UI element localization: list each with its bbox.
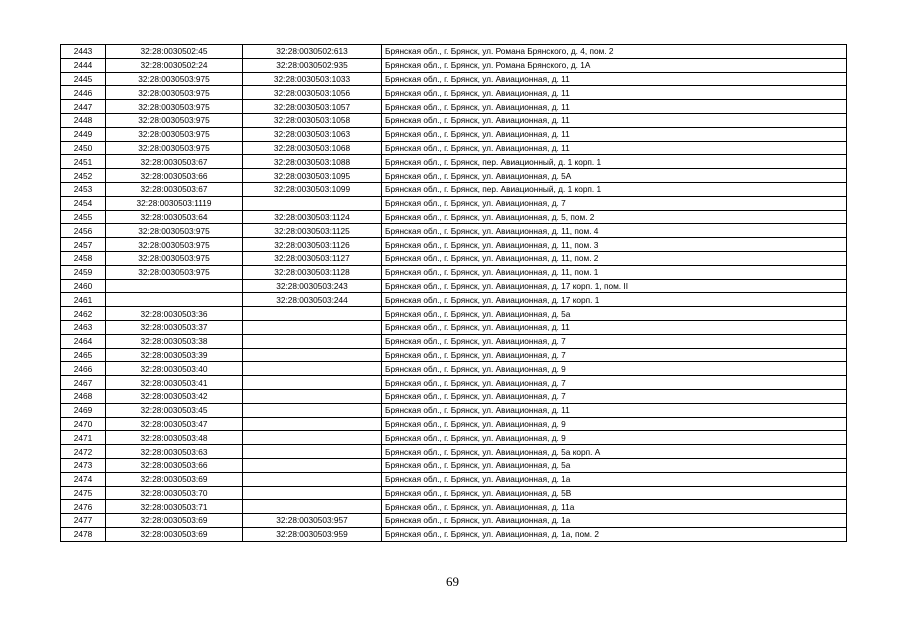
address-cell: Брянская обл., г. Брянск, ул. Авиационная, д. 11, пом. 4 — [382, 224, 847, 238]
address-cell: Брянская обл., г. Брянск, ул. Авиационная, д. 11а — [382, 500, 847, 514]
table-row — [61, 403, 847, 417]
row-number-cell: 2472 — [61, 445, 106, 459]
row-number-cell: 2467 — [61, 376, 106, 390]
table-row — [61, 169, 847, 183]
address-cell: Брянская обл., г. Брянск, ул. Авиационная, д. 9 — [382, 417, 847, 431]
address-cell: Брянская обл., г. Брянск, ул. Авиационная, д. 5а — [382, 458, 847, 472]
address-cell: Брянская обл., г. Брянск, ул. Авиационная, д. 17 корп. 1, пом. II — [382, 279, 847, 293]
address-cell: Брянская обл., г. Брянск, ул. Авиационная, д. 7 — [382, 389, 847, 403]
row-number-cell: 2474 — [61, 472, 106, 486]
row-number-cell: 2445 — [61, 72, 106, 86]
object-cadastral-number-cell — [243, 362, 382, 376]
land-cadastral-number-cell: 32:28:0030503:37 — [106, 320, 243, 334]
row-number-cell: 2449 — [61, 127, 106, 141]
object-cadastral-number-cell — [243, 500, 382, 514]
land-cadastral-number-cell: 32:28:0030503:975 — [106, 72, 243, 86]
table-row — [61, 458, 847, 472]
land-cadastral-number-cell: 32:28:0030503:45 — [106, 403, 243, 417]
address-cell: Брянская обл., г. Брянск, пер. Авиационный, д. 1 корп. 1 — [382, 155, 847, 169]
row-number-cell: 2443 — [61, 45, 106, 59]
land-cadastral-number-cell: 32:28:0030503:42 — [106, 389, 243, 403]
object-cadastral-number-cell — [243, 472, 382, 486]
row-number-cell: 2455 — [61, 210, 106, 224]
land-cadastral-number-cell: 32:28:0030503:1119 — [106, 196, 243, 210]
table-row — [61, 127, 847, 141]
object-cadastral-number-cell: 32:28:0030503:1063 — [243, 127, 382, 141]
row-number-cell: 2477 — [61, 514, 106, 528]
object-cadastral-number-cell — [243, 320, 382, 334]
object-cadastral-number-cell: 32:28:0030503:1057 — [243, 100, 382, 114]
page-number: 69 — [446, 574, 459, 589]
table-row — [61, 389, 847, 403]
row-number-cell: 2451 — [61, 155, 106, 169]
row-number-cell: 2468 — [61, 389, 106, 403]
land-cadastral-number-cell: 32:28:0030502:45 — [106, 45, 243, 59]
land-cadastral-number-cell: 32:28:0030503:975 — [106, 86, 243, 100]
table-row — [61, 514, 847, 528]
address-cell: Брянская обл., г. Брянск, ул. Авиационная, д. 11 — [382, 127, 847, 141]
object-cadastral-number-cell — [243, 348, 382, 362]
table-row — [61, 376, 847, 390]
table-row — [61, 362, 847, 376]
object-cadastral-number-cell: 32:28:0030503:244 — [243, 293, 382, 307]
row-number-cell: 2473 — [61, 458, 106, 472]
table-row — [61, 238, 847, 252]
land-cadastral-number-cell — [106, 279, 243, 293]
row-number-cell: 2465 — [61, 348, 106, 362]
row-number-cell: 2471 — [61, 431, 106, 445]
address-cell: Брянская обл., г. Брянск, ул. Авиационная, д. 11 — [382, 320, 847, 334]
row-number-cell: 2448 — [61, 113, 106, 127]
object-cadastral-number-cell — [243, 458, 382, 472]
row-number-cell: 2466 — [61, 362, 106, 376]
address-cell: Брянская обл., г. Брянск, ул. Авиационная, д. 11 — [382, 72, 847, 86]
object-cadastral-number-cell — [243, 389, 382, 403]
land-cadastral-number-cell: 32:28:0030503:36 — [106, 307, 243, 321]
row-number-cell: 2478 — [61, 527, 106, 541]
row-number-cell: 2454 — [61, 196, 106, 210]
row-number-cell: 2475 — [61, 486, 106, 500]
table-row — [61, 141, 847, 155]
object-cadastral-number-cell: 32:28:0030503:1127 — [243, 251, 382, 265]
row-number-cell: 2457 — [61, 238, 106, 252]
land-cadastral-number-cell: 32:28:0030503:69 — [106, 527, 243, 541]
address-cell: Брянская обл., г. Брянск, ул. Авиационная, д. 9 — [382, 431, 847, 445]
row-number-cell: 2469 — [61, 403, 106, 417]
land-cadastral-number-cell: 32:28:0030503:40 — [106, 362, 243, 376]
table-row — [61, 182, 847, 196]
land-cadastral-number-cell: 32:28:0030503:66 — [106, 458, 243, 472]
address-cell: Брянская обл., г. Брянск, ул. Романа Брянского, д. 1А — [382, 58, 847, 72]
table-row — [61, 500, 847, 514]
object-cadastral-number-cell: 32:28:0030503:957 — [243, 514, 382, 528]
object-cadastral-number-cell: 32:28:0030503:1128 — [243, 265, 382, 279]
land-cadastral-number-cell: 32:28:0030503:975 — [106, 224, 243, 238]
address-cell: Брянская обл., г. Брянск, ул. Авиационная, д. 5а — [382, 307, 847, 321]
land-cadastral-number-cell: 32:28:0030503:47 — [106, 417, 243, 431]
table-row — [61, 58, 847, 72]
address-cell: Брянская обл., г. Брянск, ул. Авиационная, д. 7 — [382, 376, 847, 390]
object-cadastral-number-cell: 32:28:0030503:1126 — [243, 238, 382, 252]
row-number-cell: 2446 — [61, 86, 106, 100]
land-cadastral-number-cell: 32:28:0030503:39 — [106, 348, 243, 362]
row-number-cell: 2459 — [61, 265, 106, 279]
address-cell: Брянская обл., г. Брянск, ул. Авиационная, д. 11, пом. 1 — [382, 265, 847, 279]
address-cell: Брянская обл., г. Брянск, ул. Авиационная, д. 17 корп. 1 — [382, 293, 847, 307]
address-cell: Брянская обл., г. Брянск, ул. Авиационная, д. 7 — [382, 334, 847, 348]
land-cadastral-number-cell: 32:28:0030502:24 — [106, 58, 243, 72]
land-cadastral-number-cell: 32:28:0030503:71 — [106, 500, 243, 514]
row-number-cell: 2460 — [61, 279, 106, 293]
object-cadastral-number-cell: 32:28:0030503:1095 — [243, 169, 382, 183]
address-cell: Брянская обл., г. Брянск, ул. Авиационная, д. 11 — [382, 403, 847, 417]
table-row — [61, 86, 847, 100]
table-row — [61, 251, 847, 265]
address-cell: Брянская обл., г. Брянск, ул. Авиационная, д. 7 — [382, 348, 847, 362]
cadastral-table-body — [61, 45, 847, 542]
address-cell: Брянская обл., г. Брянск, ул. Авиационная, д. 11 — [382, 141, 847, 155]
table-row — [61, 45, 847, 59]
land-cadastral-number-cell: 32:28:0030503:69 — [106, 472, 243, 486]
object-cadastral-number-cell: 32:28:0030503:1099 — [243, 182, 382, 196]
row-number-cell: 2476 — [61, 500, 106, 514]
table-row — [61, 100, 847, 114]
table-row — [61, 527, 847, 541]
object-cadastral-number-cell — [243, 445, 382, 459]
table-row — [61, 307, 847, 321]
object-cadastral-number-cell — [243, 334, 382, 348]
row-number-cell: 2452 — [61, 169, 106, 183]
land-cadastral-number-cell — [106, 293, 243, 307]
land-cadastral-number-cell: 32:28:0030503:70 — [106, 486, 243, 500]
land-cadastral-number-cell: 32:28:0030503:975 — [106, 100, 243, 114]
land-cadastral-number-cell: 32:28:0030503:67 — [106, 182, 243, 196]
row-number-cell: 2450 — [61, 141, 106, 155]
object-cadastral-number-cell: 32:28:0030503:1124 — [243, 210, 382, 224]
table-row — [61, 472, 847, 486]
table-row — [61, 417, 847, 431]
address-cell: Брянская обл., г. Брянск, ул. Авиационная, д. 11, пом. 3 — [382, 238, 847, 252]
object-cadastral-number-cell — [243, 431, 382, 445]
address-cell: Брянская обл., г. Брянск, пер. Авиационный, д. 1 корп. 1 — [382, 182, 847, 196]
table-row — [61, 72, 847, 86]
address-cell: Брянская обл., г. Брянск, ул. Авиационная, д. 1а, пом. 2 — [382, 527, 847, 541]
cadastral-table — [60, 44, 847, 542]
land-cadastral-number-cell: 32:28:0030503:48 — [106, 431, 243, 445]
table-row — [61, 320, 847, 334]
land-cadastral-number-cell: 32:28:0030503:41 — [106, 376, 243, 390]
object-cadastral-number-cell: 32:28:0030503:1056 — [243, 86, 382, 100]
table-row — [61, 224, 847, 238]
land-cadastral-number-cell: 32:28:0030503:64 — [106, 210, 243, 224]
land-cadastral-number-cell: 32:28:0030503:975 — [106, 141, 243, 155]
object-cadastral-number-cell: 32:28:0030503:1068 — [243, 141, 382, 155]
land-cadastral-number-cell: 32:28:0030503:975 — [106, 113, 243, 127]
object-cadastral-number-cell: 32:28:0030503:1033 — [243, 72, 382, 86]
table-row — [61, 293, 847, 307]
land-cadastral-number-cell: 32:28:0030503:975 — [106, 127, 243, 141]
land-cadastral-number-cell: 32:28:0030503:975 — [106, 251, 243, 265]
table-row — [61, 486, 847, 500]
address-cell: Брянская обл., г. Брянск, ул. Авиационная, д. 7 — [382, 196, 847, 210]
table-row — [61, 196, 847, 210]
row-number-cell: 2444 — [61, 58, 106, 72]
row-number-cell: 2453 — [61, 182, 106, 196]
object-cadastral-number-cell: 32:28:0030503:1088 — [243, 155, 382, 169]
address-cell: Брянская обл., г. Брянск, ул. Авиационная, д. 11, пом. 2 — [382, 251, 847, 265]
land-cadastral-number-cell: 32:28:0030503:975 — [106, 238, 243, 252]
object-cadastral-number-cell — [243, 376, 382, 390]
object-cadastral-number-cell: 32:28:0030503:243 — [243, 279, 382, 293]
table-row — [61, 113, 847, 127]
address-cell: Брянская обл., г. Брянск, ул. Авиационная, д. 5В — [382, 486, 847, 500]
object-cadastral-number-cell: 32:28:0030503:1125 — [243, 224, 382, 238]
address-cell: Брянская обл., г. Брянск, ул. Авиационная, д. 1а — [382, 514, 847, 528]
object-cadastral-number-cell — [243, 403, 382, 417]
land-cadastral-number-cell: 32:28:0030503:975 — [106, 265, 243, 279]
row-number-cell: 2447 — [61, 100, 106, 114]
table-row — [61, 210, 847, 224]
table-row — [61, 431, 847, 445]
row-number-cell: 2462 — [61, 307, 106, 321]
table-row — [61, 445, 847, 459]
land-cadastral-number-cell: 32:28:0030503:69 — [106, 514, 243, 528]
row-number-cell: 2458 — [61, 251, 106, 265]
address-cell: Брянская обл., г. Брянск, ул. Авиационная, д. 11 — [382, 100, 847, 114]
row-number-cell: 2464 — [61, 334, 106, 348]
object-cadastral-number-cell — [243, 486, 382, 500]
row-number-cell: 2470 — [61, 417, 106, 431]
table-row — [61, 155, 847, 169]
table-row — [61, 348, 847, 362]
address-cell: Брянская обл., г. Брянск, ул. Авиационная, д. 11 — [382, 86, 847, 100]
address-cell: Брянская обл., г. Брянск, ул. Авиационная, д. 5а корп. А — [382, 445, 847, 459]
row-number-cell: 2456 — [61, 224, 106, 238]
land-cadastral-number-cell: 32:28:0030503:67 — [106, 155, 243, 169]
land-cadastral-number-cell: 32:28:0030503:38 — [106, 334, 243, 348]
object-cadastral-number-cell: 32:28:0030503:1058 — [243, 113, 382, 127]
land-cadastral-number-cell: 32:28:0030503:63 — [106, 445, 243, 459]
row-number-cell: 2461 — [61, 293, 106, 307]
address-cell: Брянская обл., г. Брянск, ул. Авиационная, д. 5, пом. 2 — [382, 210, 847, 224]
address-cell: Брянская обл., г. Брянск, ул. Романа Брянского, д. 4, пом. 2 — [382, 45, 847, 59]
table-row — [61, 265, 847, 279]
object-cadastral-number-cell: 32:28:0030502:935 — [243, 58, 382, 72]
address-cell: Брянская обл., г. Брянск, ул. Авиационная, д. 1а — [382, 472, 847, 486]
address-cell: Брянская обл., г. Брянск, ул. Авиационная, д. 5А — [382, 169, 847, 183]
object-cadastral-number-cell — [243, 307, 382, 321]
table-row — [61, 279, 847, 293]
row-number-cell: 2463 — [61, 320, 106, 334]
table-row — [61, 334, 847, 348]
address-cell: Брянская обл., г. Брянск, ул. Авиационная, д. 9 — [382, 362, 847, 376]
land-cadastral-number-cell: 32:28:0030503:66 — [106, 169, 243, 183]
object-cadastral-number-cell — [243, 196, 382, 210]
object-cadastral-number-cell — [243, 417, 382, 431]
object-cadastral-number-cell: 32:28:0030503:959 — [243, 527, 382, 541]
object-cadastral-number-cell: 32:28:0030502:613 — [243, 45, 382, 59]
address-cell: Брянская обл., г. Брянск, ул. Авиационная, д. 11 — [382, 113, 847, 127]
